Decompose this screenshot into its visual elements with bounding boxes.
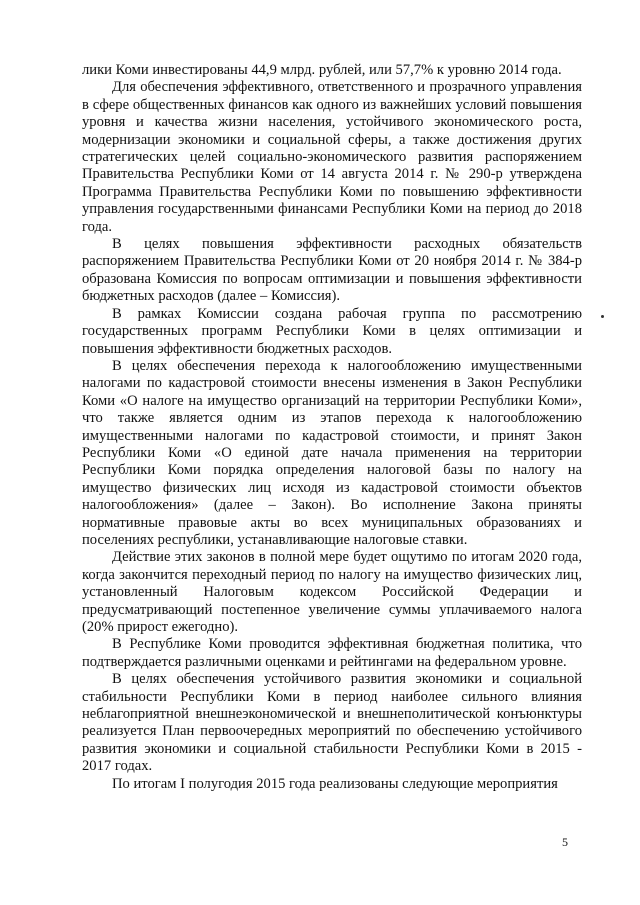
paragraph-cadastral-tax: В целях обеспечения перехода к налогообложению имущественными налогами по кадастровой стоимости внесены изменения в Закон Республики Коми «О налоге на имущество организаций на территории Республики Коми», что также является одним из этапов перехода к налогообложению имущественными налогами по кадастровой стоимости, и принят Закон Республики Коми «О единой дате начала применения на территории Республики Коми порядка определения налоговой базы по налогу на имущество физических лиц исходя из кадастровой стоимости объектов налогообложения» (далее – Закон). Во исполнение Закона приняты нормативные правовые акты во всех муниципальных образованиях и поселениях республики, устанавливающие налоговые ставки. bbox=[82, 357, 582, 548]
paragraph-finance-program: Для обеспечения эффективного, ответственного и прозрачного управления в сфере общественных финансов как одного из важнейших условий повышения уровня и качества жизни населения, устойчивого экономического роста, модернизации экономики и социальной сферы, а также достижения других стратегических целей социально-экономического развития распоряжением Правительства Республики Коми от 14 августа 2014 г. № 290-р утверждена Программа Правительства Республики Коми по повышению эффективности управления государственными финансами Республики Коми на период до 2018 года. bbox=[82, 79, 582, 235]
document-body bbox=[82, 62, 582, 793]
paragraph-working-group: В рамках Комиссии создана рабочая группа по рассмотрению государственных программ Республики Коми в целях оптимизации и повышения эффективности бюджетных расходов. bbox=[82, 305, 582, 357]
paragraph-half-year-results: По итогам I полугодия 2015 года реализованы следующие мероприятия bbox=[112, 775, 558, 792]
page-number: 5 bbox=[562, 835, 568, 849]
paragraph-laws-effect: Действие этих законов в полной мере будет ощутимо по итогам 2020 года, когда закончится переходный период по налогу на имущество физических лиц, установленный Налоговым кодексом Российской Федерации и предусматривающий постепенное увеличение суммы уплачиваемого налога (20% прирост ежегодно). bbox=[82, 549, 582, 635]
paragraph-expenditure-commission: В целях повышения эффективности расходных обязательств распоряжением Правительства Республики Коми от 20 ноября 2014 г. № 384-р образована Комиссия по вопросам оптимизации и повышения эффективности бюджетных расходов (далее – Комиссия). bbox=[82, 236, 582, 305]
scan-speck bbox=[601, 315, 604, 318]
paragraph-stability-plan: В целях обеспечения устойчивого развития экономики и социальной стабильности Республики Коми в период наиболее сильного влияния неблагоприятной внешнеэкономической и внешнеполитической конъюнктуры реализуется План первоочередных мероприятий по обеспечению устойчивого развития экономики и социальной стабильности Республики Коми в 2015 - 2017 годах. bbox=[82, 671, 582, 775]
paragraph-budget-policy: В Республике Коми проводится эффективная бюджетная политика, что подтверждается различными оценками и рейтингами на федеральном уровне. bbox=[82, 636, 582, 670]
paragraph-investments-continued: лики Коми инвестированы 44,9 млрд. рублей, или 57,7% к уровню 2014 года. bbox=[82, 62, 562, 78]
